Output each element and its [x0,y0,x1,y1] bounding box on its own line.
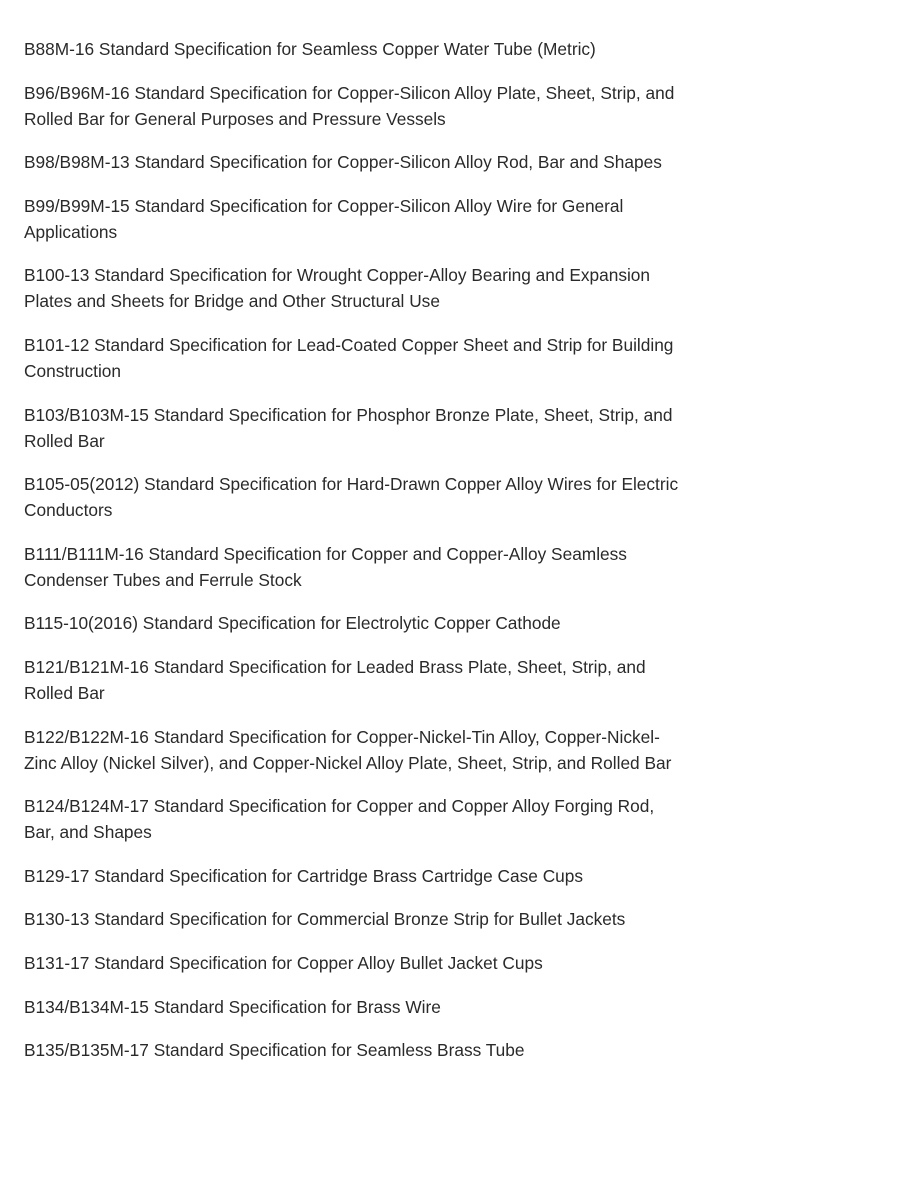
list-item: B135/B135M-17 Standard Specification for Seamless Brass Tube [24,1040,525,1061]
list-item: B96/B96M-16 Standard Specification for Copper-Silicon Alloy Plate, Sheet, Strip, and Rolled Bar for General Purposes and Pressure Vessels [24,82,675,129]
list-item: B111/B111M-16 Standard Specification for Copper and Copper-Alloy Seamless Condenser Tubes and Ferrule Stock [24,543,627,590]
list-item: B105-05(2012) Standard Specification for Hard-Drawn Copper Alloy Wires for Electric Conductors [24,474,679,521]
list-item: B131-17 Standard Specification for Copper Alloy Bullet Jacket Cups [24,952,543,973]
list-item: B129-17 Standard Specification for Cartridge Brass Cartridge Case Cups [24,865,584,886]
list-item: B100-13 Standard Specification for Wrought Copper-Alloy Bearing and Expansion Plates and Sheets for Bridge and Other Structural Use [24,265,651,312]
list-item: B122/B122M-16 Standard Specification for Copper-Nickel-Tin Alloy, Copper-Nickel-Zinc Alloy (Nickel Silver), and Copper-Nickel Alloy Plate, Sheet, Strip, and Rolled Bar [24,726,672,773]
list-item: B99/B99M-15 Standard Specification for Copper-Silicon Alloy Wire for General Applications [24,195,624,242]
list-item: B88M-16 Standard Specification for Seamless Copper Water Tube (Metric) [24,39,596,59]
list-item: B98/B98M-13 Standard Specification for Copper-Silicon Alloy Rod, Bar and Shapes [24,152,662,173]
list-item: B115-10(2016) Standard Specification for Electrolytic Copper Cathode [24,613,561,634]
list-item: B103/B103M-15 Standard Specification for Phosphor Bronze Plate, Sheet, Strip, and Rolled Bar [24,404,673,451]
list-item: B134/B134M-15 Standard Specification for Brass Wire [24,996,441,1017]
list-item: B124/B124M-17 Standard Specification for Copper and Copper Alloy Forging Rod, Bar, and Shapes [24,796,655,843]
list-item: B121/B121M-16 Standard Specification for Leaded Brass Plate, Sheet, Strip, and Rolled Bar [24,656,646,703]
specification-list [24,36,684,1081]
list-item: B130-13 Standard Specification for Commercial Bronze Strip for Bullet Jackets [24,909,626,930]
list-item: B101-12 Standard Specification for Lead-Coated Copper Sheet and Strip for Building Construction [24,334,674,381]
